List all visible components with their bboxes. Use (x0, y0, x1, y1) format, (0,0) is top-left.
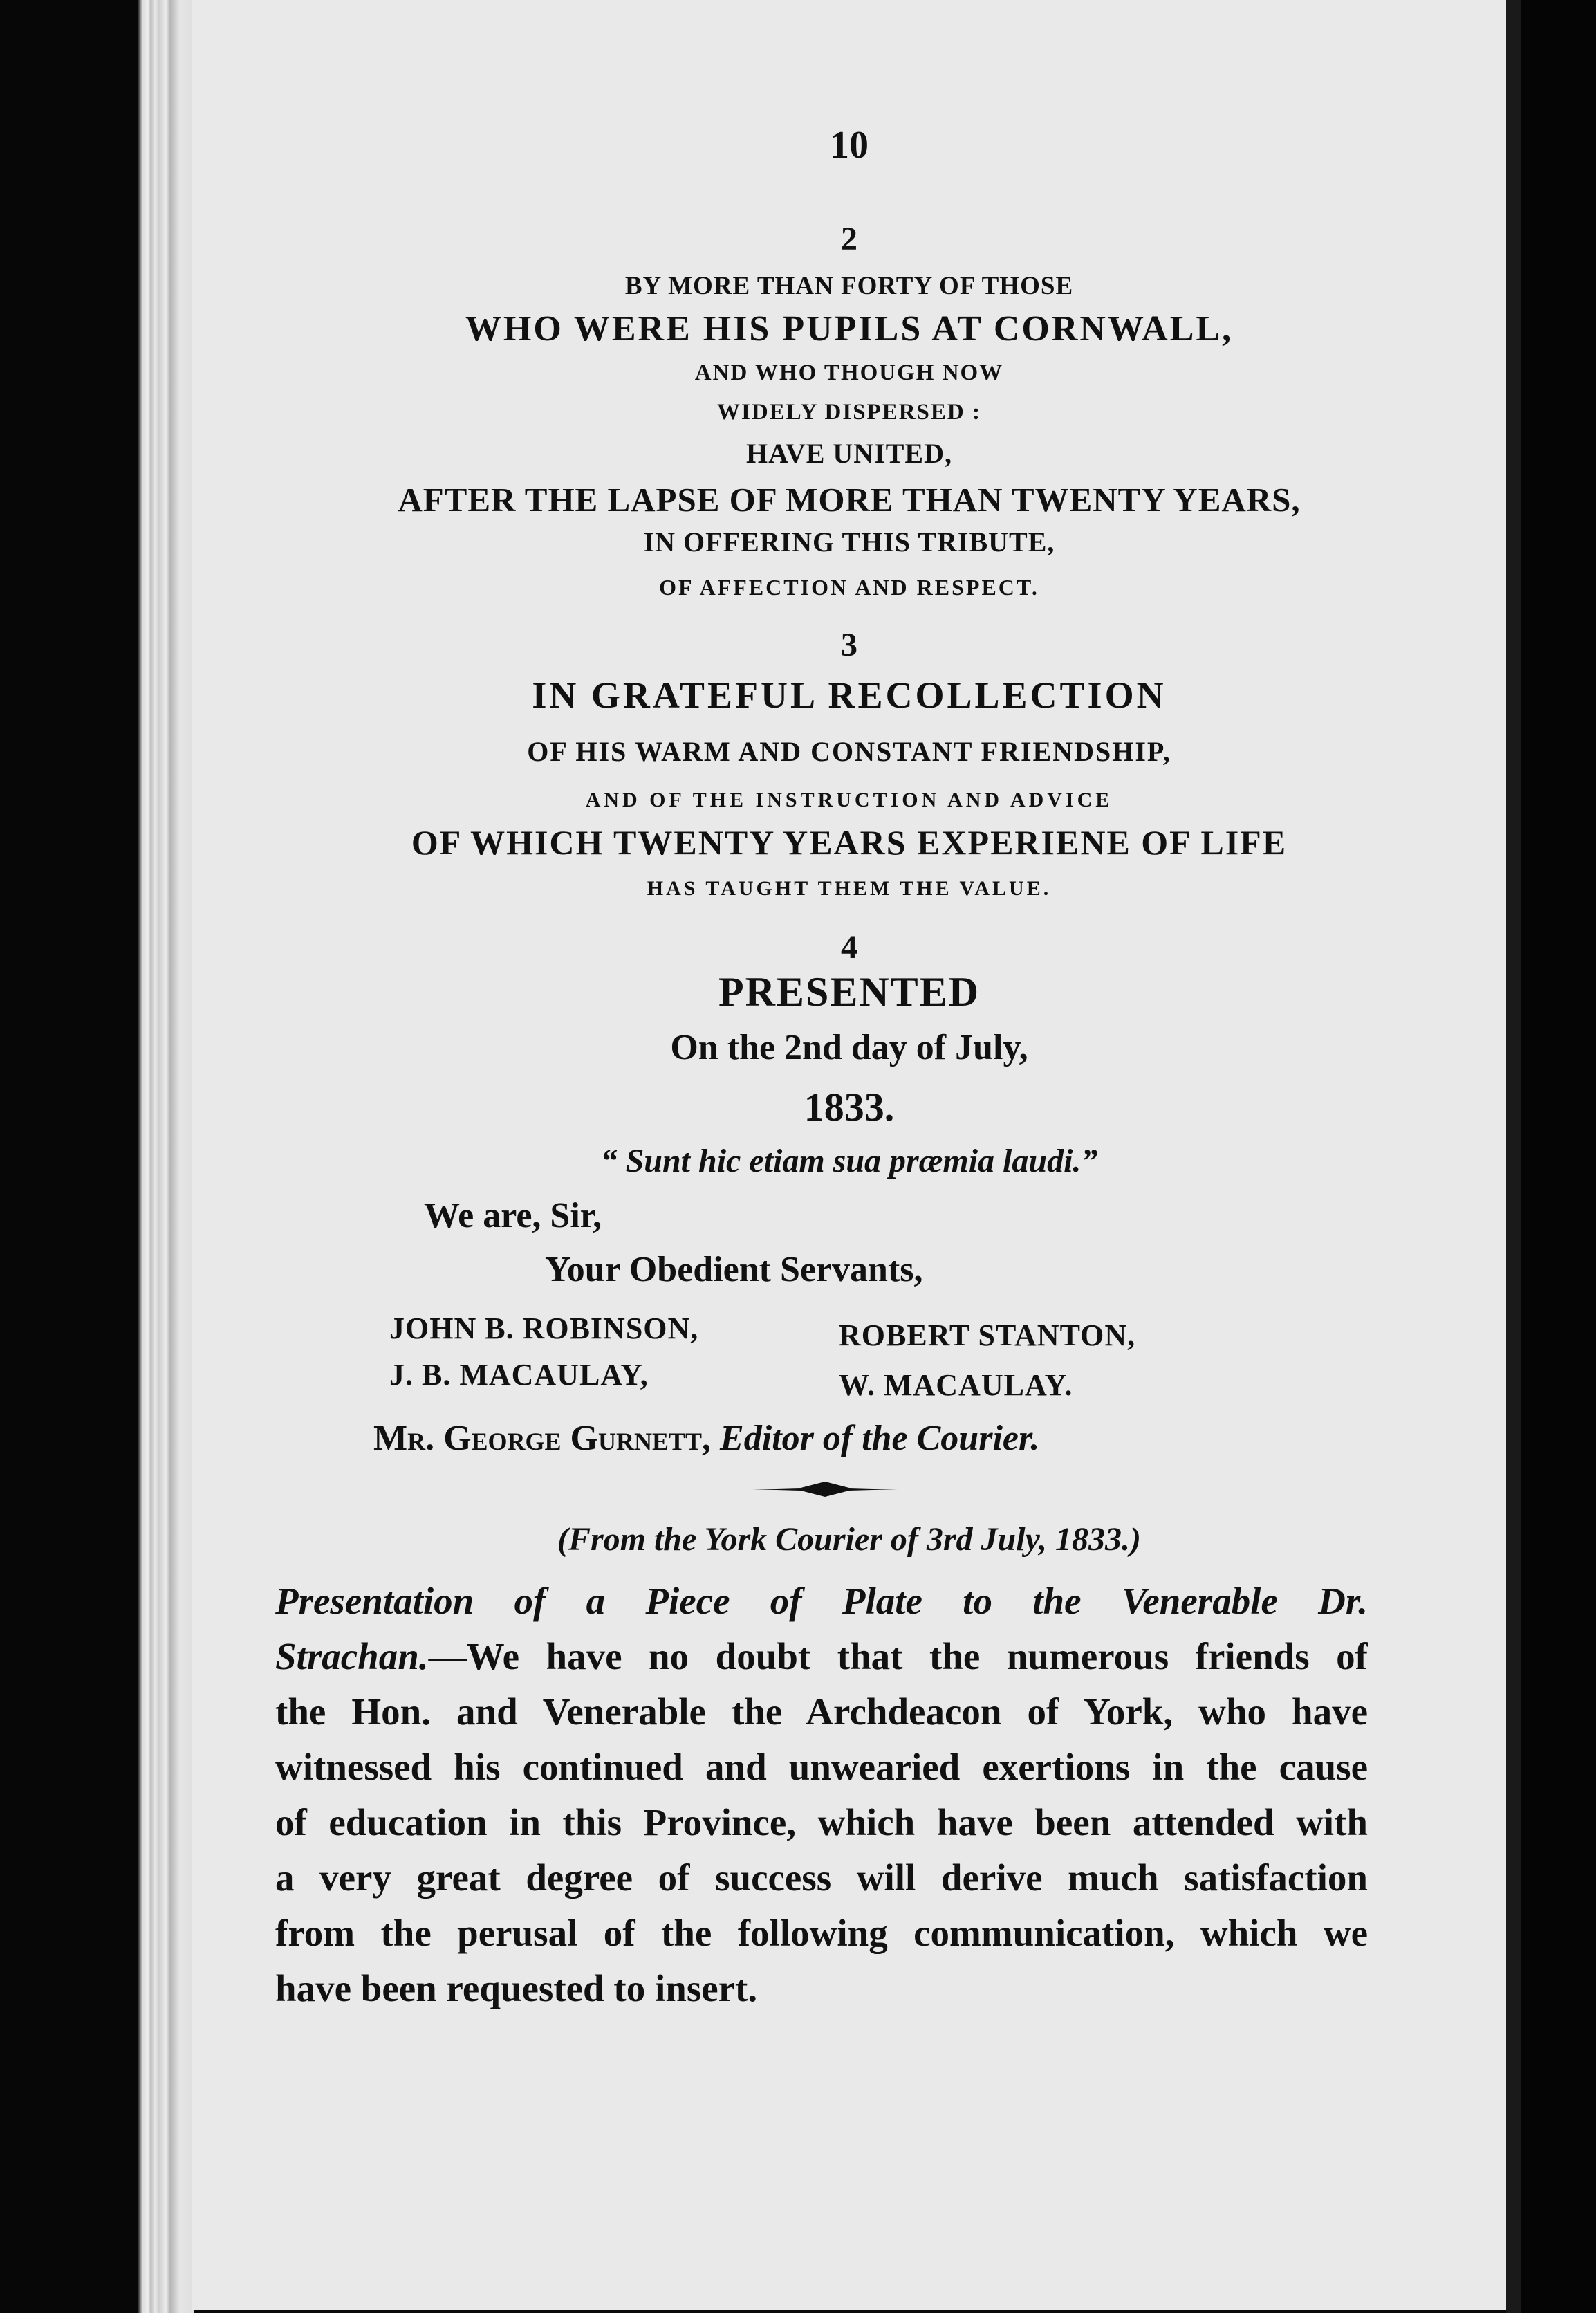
salutation: We are, Sir, (424, 1196, 602, 1235)
article-line-4: of education in this Province, which have been attended with (275, 1801, 1368, 1843)
addressee (373, 1418, 1039, 1459)
section-2-line-1: BY MORE THAN FORTY OF THOSE (624, 272, 1074, 300)
addressee-name: Mr. George Gurnett, (373, 1419, 712, 1458)
signatory-3: J. B. MACAULAY, (389, 1358, 649, 1392)
presented-heading: PRESENTED (718, 969, 981, 1015)
article-line-3: witnessed his continued and unwearied exertions in the cause (275, 1746, 1368, 1788)
ornament-divider (752, 1480, 898, 1498)
signatory-4: W. MACAULAY. (839, 1368, 1073, 1402)
section-3-line-2: OF HIS WARM AND CONSTANT FRIENDSHIP, (527, 736, 1171, 767)
article-line-1-text: —We have no doubt that the numerous friends of (428, 1635, 1368, 1677)
article-line-6: from the perusal of the following communication, which we (275, 1912, 1368, 1954)
section-3-line-5: HAS TAUGHT THEM THE VALUE. (647, 877, 1052, 900)
document-page (192, 0, 1506, 2310)
article-line-2: the Hon. and Venerable the Archdeacon of York, who have (275, 1690, 1368, 1733)
article-line (275, 1629, 1368, 1684)
source-line: (From the York Courier of 3rd July, 1833.) (557, 1521, 1142, 1558)
signatory-2: ROBERT STANTON, (839, 1318, 1136, 1352)
scan-background-left (0, 0, 138, 2313)
section-2-line-8: OF AFFECTION AND RESPECT. (659, 575, 1039, 600)
page-edge-right (1506, 0, 1521, 2313)
article-lead-2: Strachan. (275, 1635, 429, 1677)
article-lead: Presentation of a Piece of Plate to the Venerable Dr. (275, 1580, 1368, 1622)
article-line-7: have been requested to insert. (275, 1967, 758, 2009)
presentation-date: On the 2nd day of July, (670, 1028, 1028, 1067)
article-paragraph (275, 1574, 1368, 2016)
section-4-number: 4 (841, 929, 857, 966)
addressee-title: Editor of the Courier. (720, 1419, 1040, 1458)
section-2-line-2: WHO WERE HIS PUPILS AT CORNWALL, (465, 309, 1234, 349)
servants-line: Your Obedient Servants, (545, 1250, 923, 1289)
signatory-1: JOHN B. ROBINSON, (389, 1311, 699, 1345)
section-2-line-7: IN OFFERING THIS TRIBUTE, (643, 526, 1055, 557)
page-edges (138, 0, 194, 2313)
article-line-5: a very great degree of success will derive much satisfaction (275, 1856, 1368, 1899)
section-3-line-3: AND OF THE INSTRUCTION AND ADVICE (585, 789, 1113, 811)
section-2-line-3: AND WHO THOUGH NOW (694, 360, 1004, 385)
section-2-number: 2 (841, 221, 857, 257)
section-3-number: 3 (841, 627, 857, 663)
section-2-line-4: WIDELY DISPERSED : (717, 400, 981, 425)
section-3-line-4: OF WHICH TWENTY YEARS EXPERIENE OF LIFE (411, 823, 1288, 862)
scan-background-right (1521, 0, 1596, 2313)
page-number: 10 (830, 124, 869, 167)
presentation-year: 1833. (804, 1085, 895, 1130)
latin-motto: “ Sunt hic etiam sua præmia laudi.” (600, 1143, 1098, 1179)
section-2-line-6: AFTER THE LAPSE OF MORE THAN TWENTY YEARS, (398, 481, 1301, 519)
section-3-line-1: IN GRATEFUL RECOLLECTION (532, 674, 1167, 716)
section-2-line-5: HAVE UNITED, (746, 438, 952, 469)
